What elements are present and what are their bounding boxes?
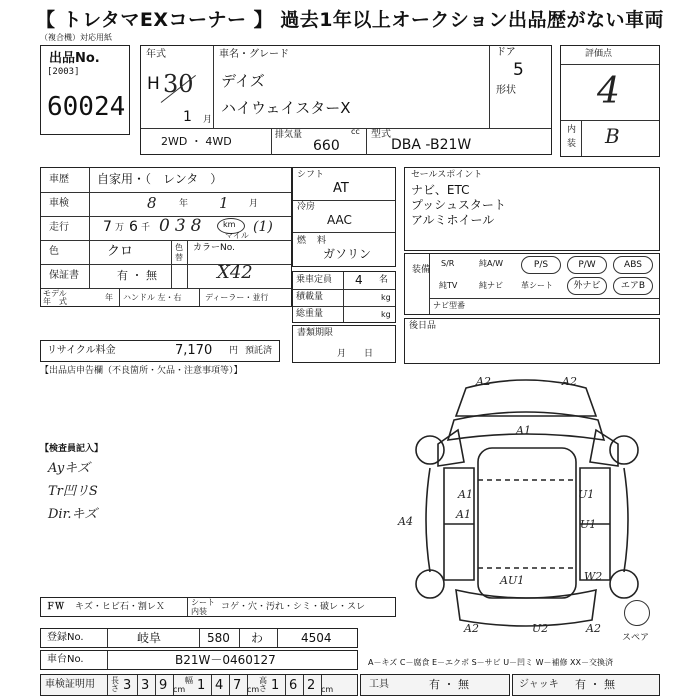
era: H — [147, 74, 160, 94]
cert-unit-0: cm — [173, 685, 186, 694]
grade-score: 4 — [597, 71, 620, 112]
doc-deadline-label: 書類期限 — [297, 328, 334, 338]
top-note: （複合機）対応用紙 — [40, 33, 112, 42]
cert-digit-2-1: 6 — [289, 678, 298, 693]
car-rear — [456, 590, 596, 626]
mileage-sen: 千 — [141, 223, 151, 233]
model-year-label-1: モデル — [43, 289, 67, 298]
displacement-label: 排気量 — [275, 130, 303, 140]
car-right-side — [624, 468, 628, 572]
recycle-unit: 円 — [229, 346, 239, 356]
sales-point-1: ナビ、ETC — [411, 183, 470, 197]
mark-w2-rear-right: W2 — [584, 570, 603, 583]
year-value: 30 — [163, 70, 194, 98]
equip-ext-navi: 外ナビ — [567, 277, 607, 295]
car-wheel-fl — [416, 436, 444, 464]
cert-key-1: 幅 — [185, 676, 193, 685]
listing-label: 出品No. — [49, 51, 100, 66]
inspection-label: 車検 — [49, 198, 69, 209]
rear-seat-label: 後日品 — [409, 321, 437, 331]
inspection-month: 1 — [219, 194, 229, 212]
equip-leather: 革シート — [521, 281, 553, 290]
capacity-box — [292, 271, 396, 323]
fw-label: ＦＷ — [46, 602, 65, 612]
sales-point-3: アルミホイール — [411, 213, 495, 227]
model-year-label-2: 年 式 — [43, 297, 67, 306]
mileage-thousand: 6 — [129, 219, 138, 235]
equip-ps: P/S — [521, 256, 561, 274]
warranty-label: 保証書 — [49, 270, 79, 281]
mark-a2-roof-left: A2 — [476, 375, 491, 388]
mileage-mile: マイル — [225, 231, 249, 240]
grade-label: 評価点 — [585, 49, 613, 59]
spare-label: スペア — [622, 633, 650, 643]
listing-number: 60024 — [47, 92, 126, 122]
inspector-note-1: Ayキズ — [48, 461, 90, 476]
mark-a2-bumper-right: A2 — [586, 622, 601, 635]
cert-row — [40, 674, 358, 696]
vehicle-box — [140, 45, 552, 155]
color-change-2: 替 — [175, 253, 183, 262]
mileage-label: 走行 — [49, 222, 69, 233]
recycle-label: リサイクル料金 — [47, 345, 116, 356]
capacity-unit: 名 — [379, 275, 389, 285]
grade-box — [560, 45, 660, 157]
mileage-10k: 7 — [103, 219, 112, 235]
inspector-label: 【検査員記入】 — [40, 444, 104, 454]
name-label: 車名・グレード — [219, 49, 289, 60]
car-body-center — [478, 448, 576, 598]
damage-row — [40, 597, 396, 617]
cert-key-0: 長さ — [111, 676, 119, 693]
sales-point-2: プッシュスタート — [411, 198, 506, 212]
shape-label: 形状 — [496, 85, 516, 96]
navi-model-label: ナビ型番 — [433, 301, 465, 310]
spare-tire-icon — [624, 600, 650, 626]
equipment-box — [404, 253, 660, 315]
equip-abs: ABS — [613, 256, 653, 274]
equip-pw: P/W — [567, 256, 607, 274]
color-code-label: カラーNo. — [193, 243, 235, 253]
fuel-label-2: 料 — [317, 236, 327, 246]
chassis-row — [40, 650, 358, 670]
recycle-status: 預託済 — [245, 346, 273, 356]
mark-a4-left: A4 — [398, 515, 413, 528]
interior-label-2: 装 — [567, 139, 577, 149]
handle-options: ハンドル 左・右 — [123, 293, 182, 302]
registration-number: 4504 — [301, 631, 332, 645]
cert-digit-1-1: 4 — [215, 678, 224, 693]
cooling-label: 冷房 — [297, 202, 316, 212]
interior-grade: B — [605, 124, 620, 148]
shift-value: AT — [333, 181, 349, 196]
damage-legend: A－キズ C－腐食 E－エクボ S－サビ U－凹ミ W－補修 XX－交換済 — [368, 658, 614, 667]
mark-u2-bumper: U2 — [532, 622, 549, 635]
header-title: 【 トレタマEXコーナー 】 過去1年以上オークション出品歴がない車両 — [36, 9, 665, 31]
equipment-label: 装備 — [412, 265, 431, 275]
capacity-label: 乗車定員 — [296, 275, 333, 285]
fuel-value: ガソリン — [323, 247, 372, 261]
inspection-month-unit: 月 — [249, 199, 259, 209]
equip-navi: 純ナビ — [479, 281, 503, 290]
jack-label: ジャッキ — [519, 679, 559, 690]
mark-a1-hood: A1 — [516, 424, 531, 437]
year-label: 年式 — [146, 49, 166, 60]
mileage-rest: 038 — [159, 216, 207, 236]
mark-u1-right-door-lower: U1 — [580, 518, 597, 531]
car-wheel-fr — [610, 436, 638, 464]
color-change-1: 色 — [175, 243, 183, 252]
page-header — [0, 0, 700, 32]
dealer-options: ディーラー・並行 — [205, 293, 269, 302]
displacement-unit: cc — [351, 127, 360, 136]
cert-digit-0-0: 3 — [123, 678, 132, 693]
tools-label: 工具 — [369, 679, 389, 690]
equip-airbag: エアB — [613, 277, 653, 295]
mark-a1-left-door-upper: A1 — [458, 488, 473, 501]
doors-label: ドア — [496, 47, 516, 58]
doc-deadline-units: 月 日 — [337, 349, 374, 359]
seat-text: コゲ・穴・汚れ・シミ・破レ・スレ — [221, 602, 366, 612]
registration-label: 登録No. — [47, 632, 84, 643]
cert-digit-0-1: 3 — [141, 678, 150, 693]
mark-a1-left-door: A1 — [456, 508, 471, 521]
registration-row — [40, 628, 358, 648]
cooling-value: AAC — [327, 213, 352, 227]
inspection-year: 8 — [147, 194, 157, 212]
cert-unit-1: cm — [247, 685, 260, 694]
gross-label: 総重量 — [296, 309, 324, 319]
equip-sr: S/R — [441, 259, 455, 268]
registration-kana: わ — [251, 631, 264, 645]
seller-note-label: 【出品店申告欄（不良箇所・欠品・注意事項等）】 — [40, 366, 243, 376]
vehicle-grade: ハイウェイスターX — [221, 99, 351, 117]
car-left-mirror — [438, 430, 464, 466]
history-value: 自家用・（ レンタ ） — [97, 172, 223, 186]
sales-point-box — [404, 167, 660, 251]
chassis-label: 車台No. — [47, 654, 84, 665]
listing-sub: [2003] — [47, 67, 80, 77]
mileage-note: (1) — [253, 219, 273, 235]
cert-label: 車検証明用 — [45, 679, 95, 690]
color-label: 色 — [49, 246, 59, 257]
shift-label: シフト — [297, 170, 325, 180]
registration-area: 岐阜 — [137, 631, 162, 645]
cert-digit-1-0: 1 — [197, 678, 206, 693]
doors-value: 5 — [513, 60, 524, 80]
recycle-row — [40, 340, 280, 362]
car-wheel-rl — [416, 570, 444, 598]
sales-point-label: セールスポイント — [411, 170, 483, 180]
fw-text: キズ・ヒビ石・割レＸ — [75, 602, 165, 612]
mark-au1-rear: AU1 — [500, 574, 525, 587]
cert-unit-2: cm — [321, 685, 334, 694]
mileage-km: km — [223, 220, 236, 229]
color-code: X42 — [217, 262, 253, 283]
jack-row — [512, 674, 660, 696]
fuel-label-1: 燃 — [297, 236, 307, 246]
car-left-side — [426, 468, 430, 572]
model-year-unit: 年 — [105, 293, 113, 302]
mileage-man: 万 — [115, 223, 125, 233]
interior-label-1: 内 — [567, 125, 577, 135]
rear-seat-box — [404, 318, 660, 364]
tools-row — [360, 674, 510, 696]
month-unit: 月 — [203, 115, 213, 125]
warranty-value: 有 ・ 無 — [117, 269, 157, 282]
cert-digit-1-2: 7 — [233, 678, 242, 693]
cert-digit-2-2: 2 — [307, 678, 316, 693]
seat-label-1: シート — [191, 598, 215, 607]
car-damage-diagram — [396, 370, 662, 640]
cert-digit-0-2: 9 — [159, 678, 168, 693]
drive-options: 2WD ・ 4WD — [161, 135, 232, 148]
mark-u1-right-door: U1 — [578, 488, 595, 501]
equip-tv: 純TV — [439, 281, 458, 290]
model-label: 型式 — [371, 129, 391, 140]
jack-value: 有 ・ 無 — [575, 678, 615, 691]
cert-digit-2-0: 1 — [271, 678, 280, 693]
inspector-note-3: Dir.キズ — [48, 507, 98, 522]
capacity-value: 4 — [355, 273, 363, 287]
month-value: 1 — [183, 109, 192, 125]
doc-deadline-box — [292, 325, 396, 363]
displacement-value: 660 — [313, 138, 340, 154]
detail-table — [40, 167, 292, 307]
inspection-year-unit: 年 — [179, 199, 189, 209]
vehicle-name: デイズ — [221, 72, 265, 90]
color-value: クロ — [107, 244, 134, 259]
chassis-value: B21W－0460127 — [175, 653, 276, 667]
spec-box — [292, 167, 396, 267]
mark-a2-bumper-left: A2 — [464, 622, 479, 635]
listing-box — [40, 45, 130, 135]
history-label: 車歴 — [49, 174, 69, 185]
gross-unit: kg — [381, 310, 391, 319]
equip-aw: 純A/W — [479, 259, 504, 268]
registration-class: 580 — [207, 631, 230, 645]
cert-key-2: 高さ — [259, 676, 267, 693]
car-wheel-rr — [610, 570, 638, 598]
tools-value: 有 ・ 無 — [429, 678, 469, 691]
model-value: DBA -B21W — [391, 137, 472, 153]
load-label: 積載量 — [296, 292, 324, 302]
mark-a2-roof-right: A2 — [562, 375, 577, 388]
seat-label-2: 内装 — [191, 607, 207, 616]
recycle-amount: 7,170 — [175, 343, 213, 358]
load-unit: kg — [381, 293, 391, 302]
inspector-note-2: Tr凹リS — [48, 484, 98, 499]
